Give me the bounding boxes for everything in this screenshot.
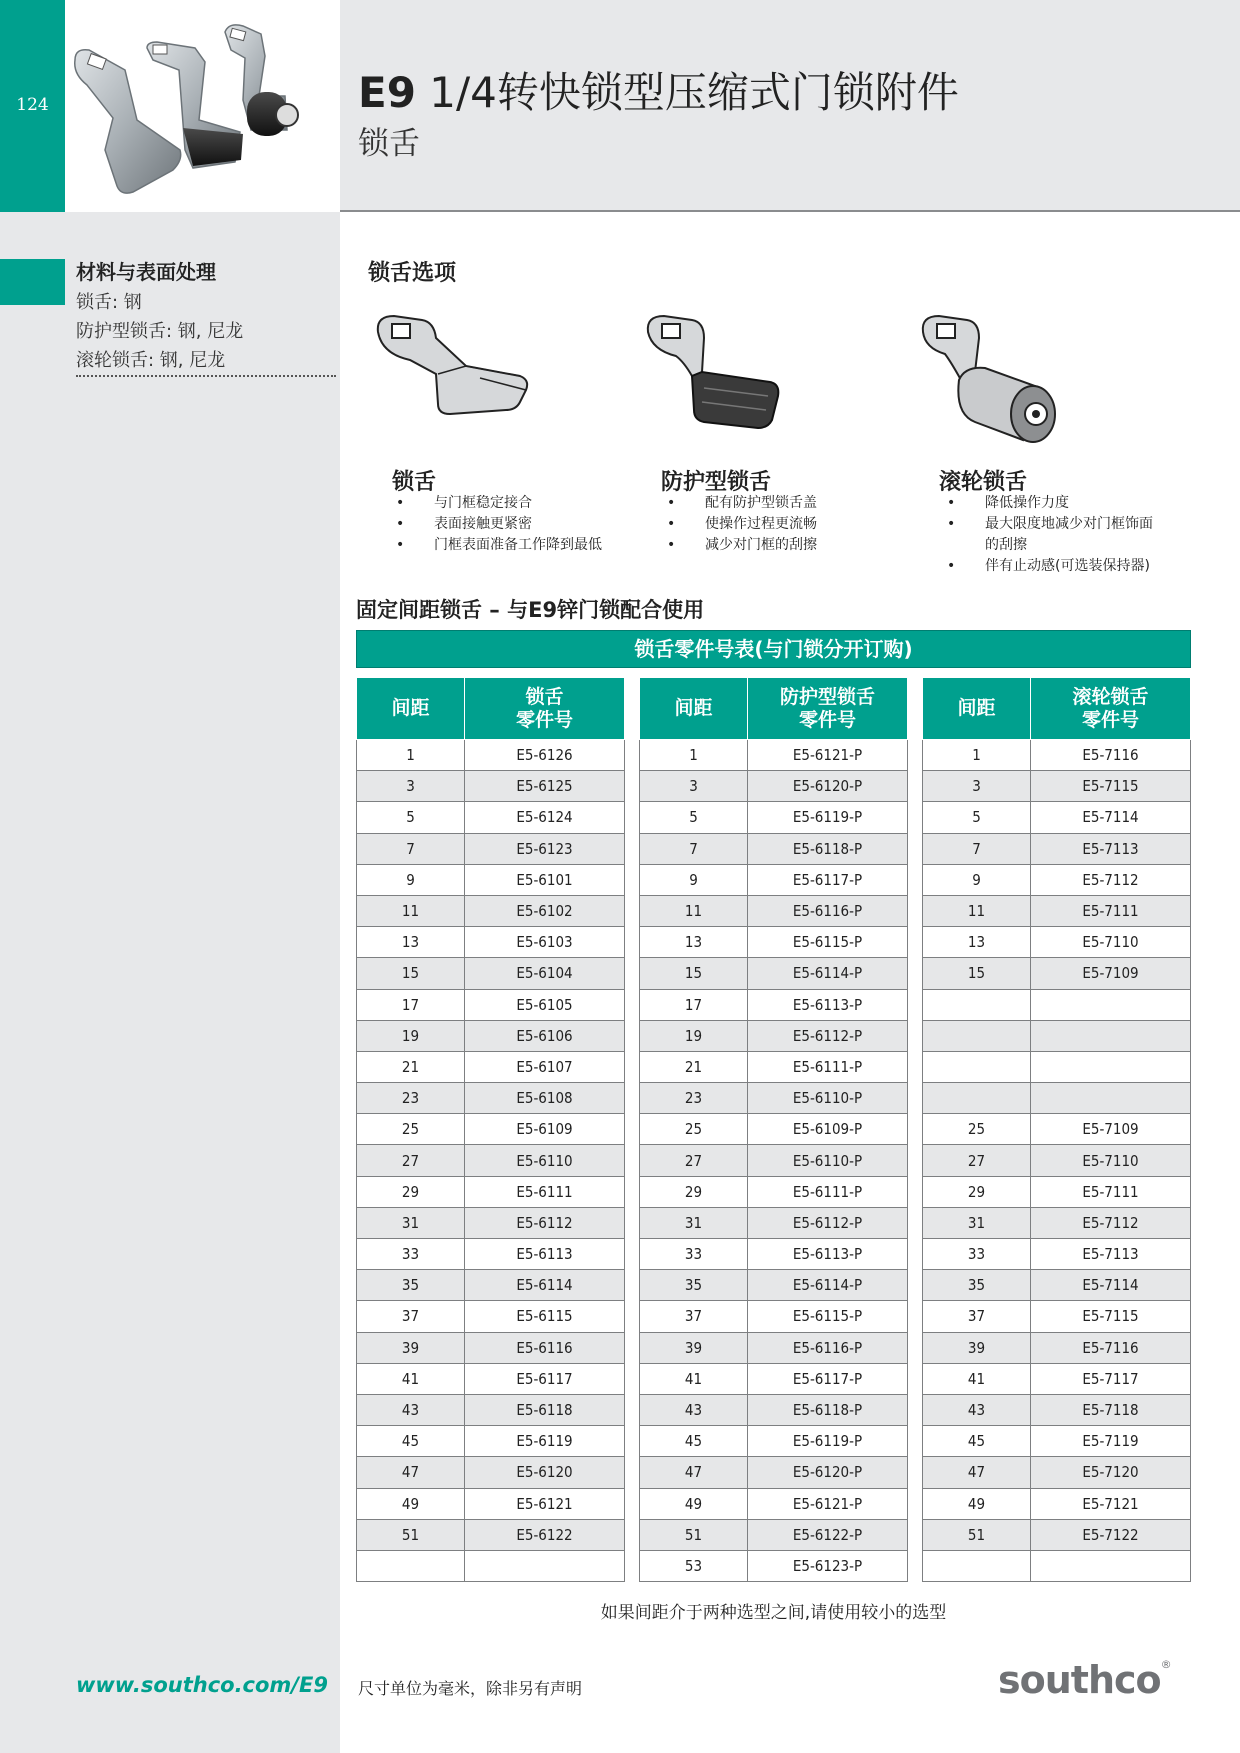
table-row xyxy=(923,1363,1191,1394)
table-row xyxy=(640,1207,908,1238)
material-line: 防护型锁舌: 钢, 尼龙 xyxy=(76,321,244,342)
option-bullets: • 与门框稳定接合 • 表面接触更紧密 • 门框表面准备工作降到最低 xyxy=(396,493,636,563)
part-number-cell: E5-7119 xyxy=(1031,1426,1191,1457)
cam-option-image xyxy=(370,310,570,460)
spacing-cell: 39 xyxy=(357,1332,465,1363)
part-number-cell: E5-6109-P xyxy=(748,1114,908,1145)
spacing-cell: 49 xyxy=(640,1488,748,1519)
spacing-cell: 11 xyxy=(357,895,465,926)
table-row xyxy=(923,1301,1191,1332)
page-subtitle: 锁舌 xyxy=(358,126,420,162)
spacing-cell xyxy=(923,1550,1031,1581)
part-number-cell: E5-6115 xyxy=(465,1301,625,1332)
cam-part-table xyxy=(356,677,625,1582)
part-number-cell: E5-7122 xyxy=(1031,1519,1191,1550)
spacing-cell: 21 xyxy=(357,1051,465,1082)
part-number-cell: E5-6110-P xyxy=(748,1145,908,1176)
option-name: 锁舌 xyxy=(392,470,437,495)
page-number: 124 xyxy=(16,95,49,115)
part-number-cell: E5-6116-P xyxy=(748,895,908,926)
spacing-cell: 7 xyxy=(640,833,748,864)
spacing-cell: 13 xyxy=(640,927,748,958)
spacing-cell: 29 xyxy=(923,1176,1031,1207)
spacing-cell: 41 xyxy=(357,1363,465,1394)
spacing-cell: 39 xyxy=(640,1332,748,1363)
spacing-cell: 1 xyxy=(923,740,1031,771)
table-row xyxy=(923,1051,1191,1082)
part-number-cell: E5-6114-P xyxy=(748,1270,908,1301)
table-row xyxy=(357,1239,625,1270)
website-link[interactable]: www.southco.com/E9 xyxy=(76,1673,328,1697)
spacing-cell: 41 xyxy=(923,1363,1031,1394)
spacing-cell: 47 xyxy=(640,1457,748,1488)
spacing-cell xyxy=(923,1083,1031,1114)
page-title xyxy=(358,60,959,120)
spacing-cell: 13 xyxy=(923,927,1031,958)
table-row xyxy=(923,895,1191,926)
part-number-cell: E5-7109 xyxy=(1031,958,1191,989)
part-number-cell: E5-6112-P xyxy=(748,1207,908,1238)
column-header: 滚轮锁舌 零件号 xyxy=(1031,678,1191,740)
table-row xyxy=(640,740,908,771)
table-row xyxy=(923,989,1191,1020)
spacing-cell: 15 xyxy=(923,958,1031,989)
table-row xyxy=(923,1270,1191,1301)
part-number-cell: E5-7116 xyxy=(1031,1332,1191,1363)
spacing-cell: 35 xyxy=(357,1270,465,1301)
spacing-cell: 31 xyxy=(357,1207,465,1238)
table-row xyxy=(923,802,1191,833)
table-row xyxy=(640,989,908,1020)
part-number-cell: E5-6121-P xyxy=(748,740,908,771)
table-row xyxy=(357,1145,625,1176)
spacing-cell: 51 xyxy=(923,1519,1031,1550)
roller-cam-part-table xyxy=(922,677,1191,1582)
part-number-cell: E5-6113-P xyxy=(748,989,908,1020)
spacing-cell: 29 xyxy=(640,1176,748,1207)
table-row xyxy=(640,1301,908,1332)
table-banner: 锁舌零件号表(与门锁分开订购) xyxy=(356,630,1191,668)
spacing-cell: 33 xyxy=(923,1239,1031,1270)
table-row xyxy=(357,1020,625,1051)
guarded-cam-part-table xyxy=(639,677,908,1582)
table-row xyxy=(923,833,1191,864)
option-bullets: • 配有防护型锁舌盖 • 使操作过程更流畅 • 减少对门框的刮擦 xyxy=(667,493,907,563)
part-number-cell: E5-6119-P xyxy=(748,1426,908,1457)
part-number-cell: E5-7114 xyxy=(1031,1270,1191,1301)
table-row xyxy=(640,1176,908,1207)
bullet-text: 伴有止动感(可选装保持器) xyxy=(985,558,1150,574)
part-number-cell: E5-6121 xyxy=(465,1488,625,1519)
spacing-cell: 25 xyxy=(357,1114,465,1145)
bullet-text: 表面接触更紧密 xyxy=(434,516,532,532)
part-number-cell: E5-6110-P xyxy=(748,1083,908,1114)
part-number-cell: E5-7111 xyxy=(1031,1176,1191,1207)
part-number-cell: E5-6107 xyxy=(465,1051,625,1082)
table-row xyxy=(640,1550,908,1581)
bullet-text: 门框表面准备工作降到最低 xyxy=(434,537,602,553)
part-number-cell: E5-6103 xyxy=(465,927,625,958)
spacing-cell: 7 xyxy=(357,833,465,864)
part-number-cell xyxy=(1031,1051,1191,1082)
part-number-cell: E5-6101 xyxy=(465,864,625,895)
spacing-cell: 41 xyxy=(640,1363,748,1394)
part-number-cell: E5-6112-P xyxy=(748,1020,908,1051)
part-number-cell: E5-6112 xyxy=(465,1207,625,1238)
table-row xyxy=(923,1239,1191,1270)
part-number-cell: E5-6116-P xyxy=(748,1332,908,1363)
spacing-cell: 33 xyxy=(357,1239,465,1270)
part-number-cell: E5-6121-P xyxy=(748,1488,908,1519)
spacing-cell: 43 xyxy=(357,1394,465,1425)
table-row xyxy=(923,1332,1191,1363)
sidebar xyxy=(0,212,340,1753)
spacing-cell: 23 xyxy=(357,1083,465,1114)
part-number-cell: E5-6115-P xyxy=(748,1301,908,1332)
part-number-cell: E5-7121 xyxy=(1031,1488,1191,1519)
spacing-cell: 49 xyxy=(357,1488,465,1519)
table-row xyxy=(357,1114,625,1145)
part-number-cell: E5-7113 xyxy=(1031,833,1191,864)
spacing-cell: 11 xyxy=(923,895,1031,926)
table-row xyxy=(923,1020,1191,1051)
part-number-cell: E5-7110 xyxy=(1031,927,1191,958)
product-hero-image xyxy=(65,0,340,212)
spacing-cell: 43 xyxy=(923,1394,1031,1425)
spacing-cell: 37 xyxy=(923,1301,1031,1332)
spacing-cell: 47 xyxy=(357,1457,465,1488)
spacing-cell: 51 xyxy=(357,1519,465,1550)
table-row xyxy=(923,864,1191,895)
spacing-cell: 9 xyxy=(357,864,465,895)
spacing-cell: 3 xyxy=(357,771,465,802)
part-number-cell: E5-6124 xyxy=(465,802,625,833)
southco-logo xyxy=(998,1658,1171,1702)
part-number-cell: E5-7117 xyxy=(1031,1363,1191,1394)
table-row xyxy=(640,895,908,926)
header-divider xyxy=(340,210,1240,212)
spacing-cell: 5 xyxy=(357,802,465,833)
spacing-cell: 19 xyxy=(640,1020,748,1051)
table-row xyxy=(923,927,1191,958)
part-number-cell: E5-6114-P xyxy=(748,958,908,989)
guarded-cam-option-image xyxy=(640,310,840,460)
part-number-cell: E5-6122-P xyxy=(748,1519,908,1550)
spacing-cell: 17 xyxy=(357,989,465,1020)
roller-cam-option-image xyxy=(915,310,1115,460)
spacing-cell: 1 xyxy=(640,740,748,771)
table-row xyxy=(640,1083,908,1114)
table-row xyxy=(357,958,625,989)
spacing-cell: 31 xyxy=(640,1207,748,1238)
column-header: 间距 xyxy=(640,678,748,740)
table-row xyxy=(357,927,625,958)
table-row xyxy=(640,1426,908,1457)
selection-note: 如果间距介于两种选型之间,请使用较小的选型 xyxy=(600,1603,947,1623)
table-row xyxy=(640,958,908,989)
table-row xyxy=(357,1051,625,1082)
part-number-cell: E5-7118 xyxy=(1031,1394,1191,1425)
part-number-cell: E5-6113 xyxy=(465,1239,625,1270)
table-row xyxy=(923,958,1191,989)
option-bullets: • 降低操作力度 • 最大限度地减少对门框饰面 的刮擦 • 伴有止动感(可选装保持器) xyxy=(947,493,1187,583)
spacing-cell xyxy=(357,1550,465,1581)
title-text: 1/4转快锁型压缩式门锁附件 xyxy=(415,68,959,117)
spacing-cell xyxy=(923,1051,1031,1082)
table-row xyxy=(357,1301,625,1332)
table-row xyxy=(357,740,625,771)
spacing-cell: 27 xyxy=(640,1145,748,1176)
table-row xyxy=(640,833,908,864)
table-row xyxy=(640,1363,908,1394)
part-number-cell: E5-6111 xyxy=(465,1176,625,1207)
table-row xyxy=(357,771,625,802)
material-line: 滚轮锁舌: 钢, 尼龙 xyxy=(76,350,226,371)
table-row xyxy=(357,1207,625,1238)
table-row xyxy=(923,1176,1191,1207)
column-header: 间距 xyxy=(923,678,1031,740)
table-row xyxy=(357,895,625,926)
part-number-cell: E5-7109 xyxy=(1031,1114,1191,1145)
table-row xyxy=(640,1488,908,1519)
table-row xyxy=(923,1207,1191,1238)
table-row xyxy=(923,1519,1191,1550)
registered-mark: ® xyxy=(1160,1658,1171,1671)
part-number-cell: E5-7120 xyxy=(1031,1457,1191,1488)
spacing-cell: 39 xyxy=(923,1332,1031,1363)
table-row xyxy=(640,771,908,802)
table-section-heading: 固定间距锁舌 – 与E9锌门锁配合使用 xyxy=(356,598,705,622)
table-row xyxy=(923,1488,1191,1519)
part-number-cell: E5-6118 xyxy=(465,1394,625,1425)
column-header: 防护型锁舌 零件号 xyxy=(748,678,908,740)
bullet-text: 使操作过程更流畅 xyxy=(705,516,817,532)
spacing-cell: 45 xyxy=(923,1426,1031,1457)
table-row xyxy=(923,771,1191,802)
part-number-cell: E5-6119 xyxy=(465,1426,625,1457)
bullet-text: 的刮擦 xyxy=(985,537,1027,553)
table-row xyxy=(357,1519,625,1550)
table-row xyxy=(357,1332,625,1363)
spacing-cell xyxy=(923,989,1031,1020)
option-name: 滚轮锁舌 xyxy=(939,470,1028,495)
table-row xyxy=(923,1394,1191,1425)
spacing-cell: 5 xyxy=(923,802,1031,833)
units-note: 尺寸单位为毫米，除非另有声明 xyxy=(358,1679,583,1698)
spacing-cell: 25 xyxy=(923,1114,1031,1145)
table-row xyxy=(640,1020,908,1051)
spacing-cell: 15 xyxy=(357,958,465,989)
spacing-cell: 19 xyxy=(357,1020,465,1051)
spacing-cell: 9 xyxy=(640,864,748,895)
part-number-cell: E5-7112 xyxy=(1031,1207,1191,1238)
part-number-cell: E5-6110 xyxy=(465,1145,625,1176)
column-header: 间距 xyxy=(357,678,465,740)
spacing-cell: 45 xyxy=(640,1426,748,1457)
table-row xyxy=(357,833,625,864)
part-number-cell: E5-7114 xyxy=(1031,802,1191,833)
table-row xyxy=(357,1426,625,1457)
spacing-cell: 45 xyxy=(357,1426,465,1457)
table-row xyxy=(357,1270,625,1301)
part-number-cell: E5-6109 xyxy=(465,1114,625,1145)
table-row xyxy=(357,1488,625,1519)
part-number-cell: E5-6104 xyxy=(465,958,625,989)
part-number-cell: E5-7110 xyxy=(1031,1145,1191,1176)
bullet-text: 与门框稳定接合 xyxy=(434,495,532,511)
spacing-cell: 33 xyxy=(640,1239,748,1270)
table-row xyxy=(640,927,908,958)
table-row xyxy=(640,1519,908,1550)
part-number-cell: E5-6120-P xyxy=(748,1457,908,1488)
bullet-text: 最大限度地减少对门框饰面 xyxy=(985,516,1153,532)
table-row xyxy=(357,1394,625,1425)
table-row xyxy=(357,1176,625,1207)
table-row xyxy=(923,1145,1191,1176)
sidebar-accent xyxy=(0,259,65,305)
part-number-cell: E5-7112 xyxy=(1031,864,1191,895)
bullet-text: 减少对门框的刮擦 xyxy=(705,537,817,553)
part-number-cell: E5-6105 xyxy=(465,989,625,1020)
spacing-cell: 29 xyxy=(357,1176,465,1207)
spacing-cell: 37 xyxy=(640,1301,748,1332)
part-number-cell xyxy=(465,1550,625,1581)
part-number-cell: E5-6115-P xyxy=(748,927,908,958)
table-row xyxy=(640,864,908,895)
spacing-cell: 9 xyxy=(923,864,1031,895)
table-row xyxy=(640,1394,908,1425)
spacing-cell: 35 xyxy=(923,1270,1031,1301)
spacing-cell: 43 xyxy=(640,1394,748,1425)
part-number-cell: E5-6126 xyxy=(465,740,625,771)
table-row xyxy=(640,1457,908,1488)
material-line: 锁舌: 钢 xyxy=(76,292,142,313)
table-row xyxy=(357,802,625,833)
part-number-cell: E5-7113 xyxy=(1031,1239,1191,1270)
spacing-cell: 15 xyxy=(640,958,748,989)
table-row xyxy=(640,1270,908,1301)
option-name: 防护型锁舌 xyxy=(661,470,772,495)
part-number-cell: E5-6111-P xyxy=(748,1176,908,1207)
part-number-cell: E5-6125 xyxy=(465,771,625,802)
part-number-cell xyxy=(1031,1550,1191,1581)
part-number-cell: E5-7115 xyxy=(1031,1301,1191,1332)
options-heading: 锁舌选项 xyxy=(368,261,457,286)
table-row xyxy=(923,1457,1191,1488)
part-number-cell: E5-6113-P xyxy=(748,1239,908,1270)
spacing-cell: 53 xyxy=(640,1550,748,1581)
spacing-cell: 31 xyxy=(923,1207,1031,1238)
part-number-cell: E5-6123-P xyxy=(748,1550,908,1581)
table-row xyxy=(923,1114,1191,1145)
spacing-cell: 3 xyxy=(923,771,1031,802)
table-row xyxy=(357,1457,625,1488)
bullet-text: 降低操作力度 xyxy=(985,495,1069,511)
spacing-cell: 25 xyxy=(640,1114,748,1145)
sidebar-divider xyxy=(76,375,336,377)
part-number-cell: E5-6108 xyxy=(465,1083,625,1114)
part-number-cell: E5-6118-P xyxy=(748,1394,908,1425)
part-number-cell: E5-6119-P xyxy=(748,802,908,833)
table-row xyxy=(640,1145,908,1176)
table-row xyxy=(923,1550,1191,1581)
part-number-cell xyxy=(1031,1083,1191,1114)
part-number-cell: E5-6102 xyxy=(465,895,625,926)
spacing-cell: 35 xyxy=(640,1270,748,1301)
part-number-cell xyxy=(1031,1020,1191,1051)
table-row xyxy=(640,1114,908,1145)
table-row xyxy=(357,1363,625,1394)
title-model: E9 xyxy=(358,68,416,117)
bullet-text: 配有防护型锁舌盖 xyxy=(705,495,817,511)
part-number-cell: E5-6118-P xyxy=(748,833,908,864)
table-row xyxy=(923,1083,1191,1114)
part-number-cell: E5-6123 xyxy=(465,833,625,864)
part-number-cell: E5-6117-P xyxy=(748,864,908,895)
spacing-cell: 27 xyxy=(923,1145,1031,1176)
part-number-cell: E5-6116 xyxy=(465,1332,625,1363)
table-row xyxy=(357,989,625,1020)
part-number-cell xyxy=(1031,989,1191,1020)
part-number-cell: E5-6117 xyxy=(465,1363,625,1394)
part-number-cell: E5-6122 xyxy=(465,1519,625,1550)
part-number-cell: E5-6120-P xyxy=(748,771,908,802)
table-row xyxy=(640,1051,908,1082)
spacing-cell: 11 xyxy=(640,895,748,926)
spacing-cell: 3 xyxy=(640,771,748,802)
spacing-cell: 13 xyxy=(357,927,465,958)
spacing-cell: 7 xyxy=(923,833,1031,864)
logo-text: southco xyxy=(998,1658,1161,1702)
materials-heading: 材料与表面处理 xyxy=(76,260,216,284)
spacing-cell: 5 xyxy=(640,802,748,833)
table-row xyxy=(923,740,1191,771)
table-row xyxy=(357,1083,625,1114)
table-row xyxy=(640,1332,908,1363)
part-number-cell: E5-7116 xyxy=(1031,740,1191,771)
part-number-cell: E5-6106 xyxy=(465,1020,625,1051)
spacing-cell xyxy=(923,1020,1031,1051)
part-number-cell: E5-6120 xyxy=(465,1457,625,1488)
table-row xyxy=(640,1239,908,1270)
column-header: 锁舌 零件号 xyxy=(465,678,625,740)
spacing-cell: 49 xyxy=(923,1488,1031,1519)
spacing-cell: 1 xyxy=(357,740,465,771)
part-number-cell: E5-6114 xyxy=(465,1270,625,1301)
table-row xyxy=(357,864,625,895)
part-number-cell: E5-6111-P xyxy=(748,1051,908,1082)
spacing-cell: 47 xyxy=(923,1457,1031,1488)
part-number-cell: E5-7115 xyxy=(1031,771,1191,802)
table-row xyxy=(923,1426,1191,1457)
spacing-cell: 17 xyxy=(640,989,748,1020)
spacing-cell: 23 xyxy=(640,1083,748,1114)
spacing-cell: 27 xyxy=(357,1145,465,1176)
spacing-cell: 37 xyxy=(357,1301,465,1332)
spacing-cell: 51 xyxy=(640,1519,748,1550)
table-row xyxy=(357,1550,625,1581)
table-row xyxy=(640,802,908,833)
part-number-cell: E5-7111 xyxy=(1031,895,1191,926)
spacing-cell: 21 xyxy=(640,1051,748,1082)
part-number-cell: E5-6117-P xyxy=(748,1363,908,1394)
